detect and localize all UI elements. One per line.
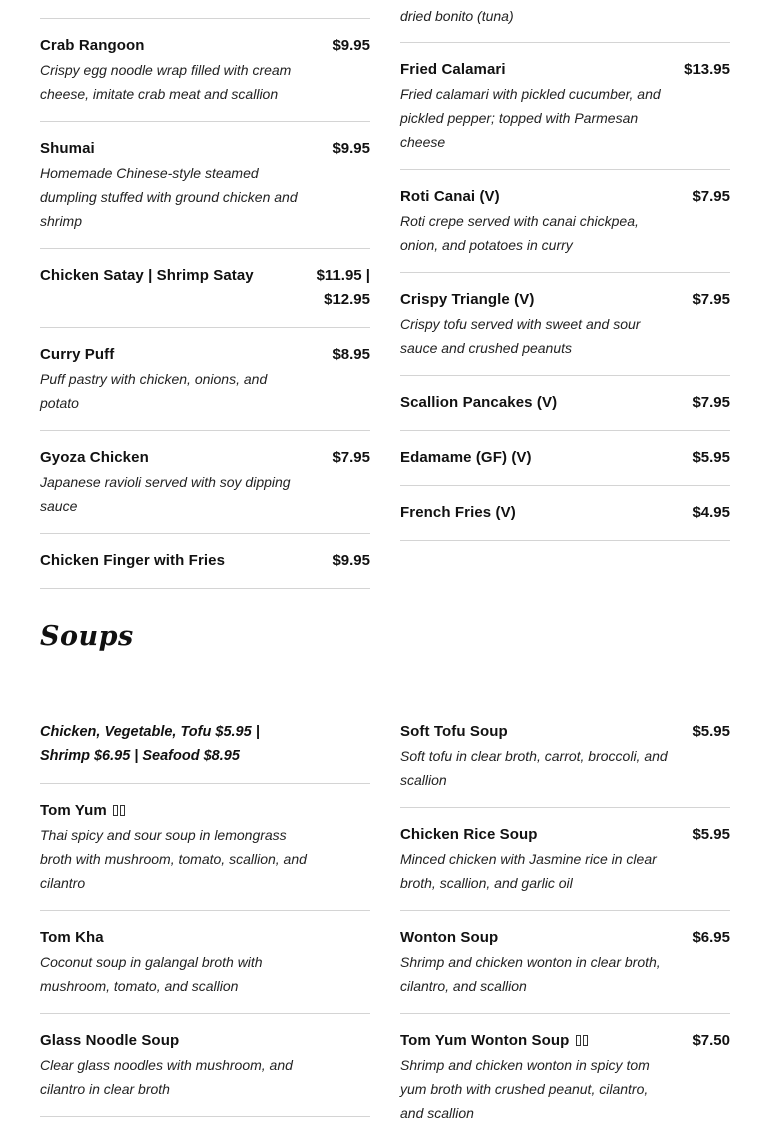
item-name: Fried Calamari bbox=[400, 61, 506, 78]
menu-item-partial bbox=[400, 4, 730, 43]
menu-item bbox=[40, 446, 370, 534]
item-name bbox=[40, 799, 370, 823]
menu-item bbox=[400, 1029, 730, 1139]
item-name: Soft Tofu Soup bbox=[400, 723, 508, 740]
item-description: Roti crepe served with canai chickpea, onion, and potatoes in curry bbox=[400, 213, 639, 253]
item-name: Chicken Satay | Shrimp Satay bbox=[40, 267, 254, 284]
item-description: Puff pastry with chicken, onions, and potato bbox=[40, 371, 268, 411]
chili-icon bbox=[113, 805, 118, 816]
item-price: $7.95 bbox=[332, 449, 370, 466]
item-description: Shrimp and chicken wonton in clear broth, cilantro, and scallion bbox=[400, 954, 661, 994]
item-name: Shumai bbox=[40, 140, 95, 157]
menu-item bbox=[400, 446, 730, 486]
item-price: $7.50 bbox=[692, 1032, 730, 1049]
item-description: Fried calamari with pickled cucumber, and pickled pepper; topped with Parmesan cheese bbox=[400, 86, 661, 150]
item-price: $7.95 bbox=[692, 394, 730, 411]
menu-item bbox=[40, 799, 370, 911]
item-name: Crab Rangoon bbox=[40, 37, 145, 54]
item-description: Homemade Chinese-style steamed dumpling stuffed with ground chicken and shrimp bbox=[40, 165, 298, 229]
item-name: Scallion Pancakes (V) bbox=[400, 394, 558, 411]
item-name: French Fries (V) bbox=[400, 504, 516, 521]
menu-item bbox=[400, 823, 730, 911]
item-description: Crispy egg noodle wrap filled with cream cheese, imitate crab meat and scallion bbox=[40, 62, 292, 102]
item-description: Crispy tofu served with sweet and sour sauce and crushed peanuts bbox=[400, 316, 641, 356]
item-name: Tom Kha bbox=[40, 929, 104, 946]
menu-item bbox=[40, 34, 370, 122]
menu-item bbox=[40, 264, 370, 328]
item-name: Wonton Soup bbox=[400, 929, 499, 946]
item-price: $9.95 bbox=[332, 37, 370, 54]
menu-item bbox=[400, 720, 730, 808]
item-name-text: Tom Yum Wonton Soup bbox=[400, 1032, 570, 1049]
menu-item bbox=[400, 288, 730, 376]
item-description: Minced chicken with Jasmine rice in clear broth, scallion, and garlic oil bbox=[400, 851, 657, 891]
item-name: Chicken Rice Soup bbox=[400, 826, 538, 843]
item-name: Edamame (GF) (V) bbox=[400, 449, 532, 466]
item-price: $7.95 bbox=[692, 291, 730, 308]
item-name-text: Tom Yum bbox=[40, 802, 107, 819]
chili-icon bbox=[576, 1035, 581, 1046]
item-price: $5.95 bbox=[692, 826, 730, 843]
item-price: $8.95 bbox=[332, 346, 370, 363]
item-price: $13.95 bbox=[684, 61, 730, 78]
menu-item bbox=[40, 137, 370, 249]
menu-divider bbox=[40, 18, 370, 19]
item-price: $9.95 bbox=[332, 552, 370, 569]
item-price: $7.95 bbox=[692, 188, 730, 205]
item-name: Chicken Finger with Fries bbox=[40, 552, 226, 569]
item-price: $11.95 | $12.95 bbox=[316, 267, 370, 308]
item-price: $4.95 bbox=[692, 504, 730, 521]
section-title-soups: Soups bbox=[40, 621, 134, 652]
item-price: $9.95 bbox=[332, 140, 370, 157]
item-price: $5.95 bbox=[692, 449, 730, 466]
menu-item bbox=[400, 185, 730, 273]
item-description: Soft tofu in clear broth, carrot, broccoli, and scallion bbox=[400, 748, 668, 788]
menu-item bbox=[400, 501, 730, 541]
item-name: Glass Noodle Soup bbox=[40, 1032, 180, 1049]
item-name: Roti Canai (V) bbox=[400, 188, 500, 205]
item-price: $5.95 bbox=[692, 723, 730, 740]
item-description: Shrimp and chicken wonton in spicy tom yum broth with crushed peanut, cilantro, and scallion bbox=[400, 1057, 650, 1121]
menu-item bbox=[40, 343, 370, 431]
item-name: Curry Puff bbox=[40, 346, 115, 363]
menu-item bbox=[400, 391, 730, 431]
chili-icon bbox=[583, 1035, 588, 1046]
menu-item bbox=[400, 58, 730, 170]
item-description: dried bonito (tuna) bbox=[400, 8, 514, 24]
item-description: Clear glass noodles with mushroom, and cilantro in clear broth bbox=[40, 1057, 293, 1097]
item-description: Coconut soup in galangal broth with mushroom, tomato, and scallion bbox=[40, 954, 263, 994]
item-description: Thai spicy and sour soup in lemongrass broth with mushroom, tomato, scallion, and cilantro bbox=[40, 827, 307, 891]
item-description: Japanese ravioli served with soy dipping sauce bbox=[40, 474, 291, 514]
item-name: Crispy Triangle (V) bbox=[400, 291, 535, 308]
soup-price-note bbox=[40, 720, 370, 784]
chili-icon bbox=[120, 805, 125, 816]
menu-item bbox=[40, 926, 370, 1014]
price-note: Chicken, Vegetable, Tofu $5.95 | Shrimp $6.95 | Seafood $8.95 bbox=[40, 724, 260, 764]
menu-item bbox=[40, 549, 370, 589]
item-price: $6.95 bbox=[692, 929, 730, 946]
menu-item bbox=[40, 1029, 370, 1117]
menu-item bbox=[400, 926, 730, 1014]
item-name bbox=[400, 1029, 730, 1053]
item-name: Gyoza Chicken bbox=[40, 449, 149, 466]
